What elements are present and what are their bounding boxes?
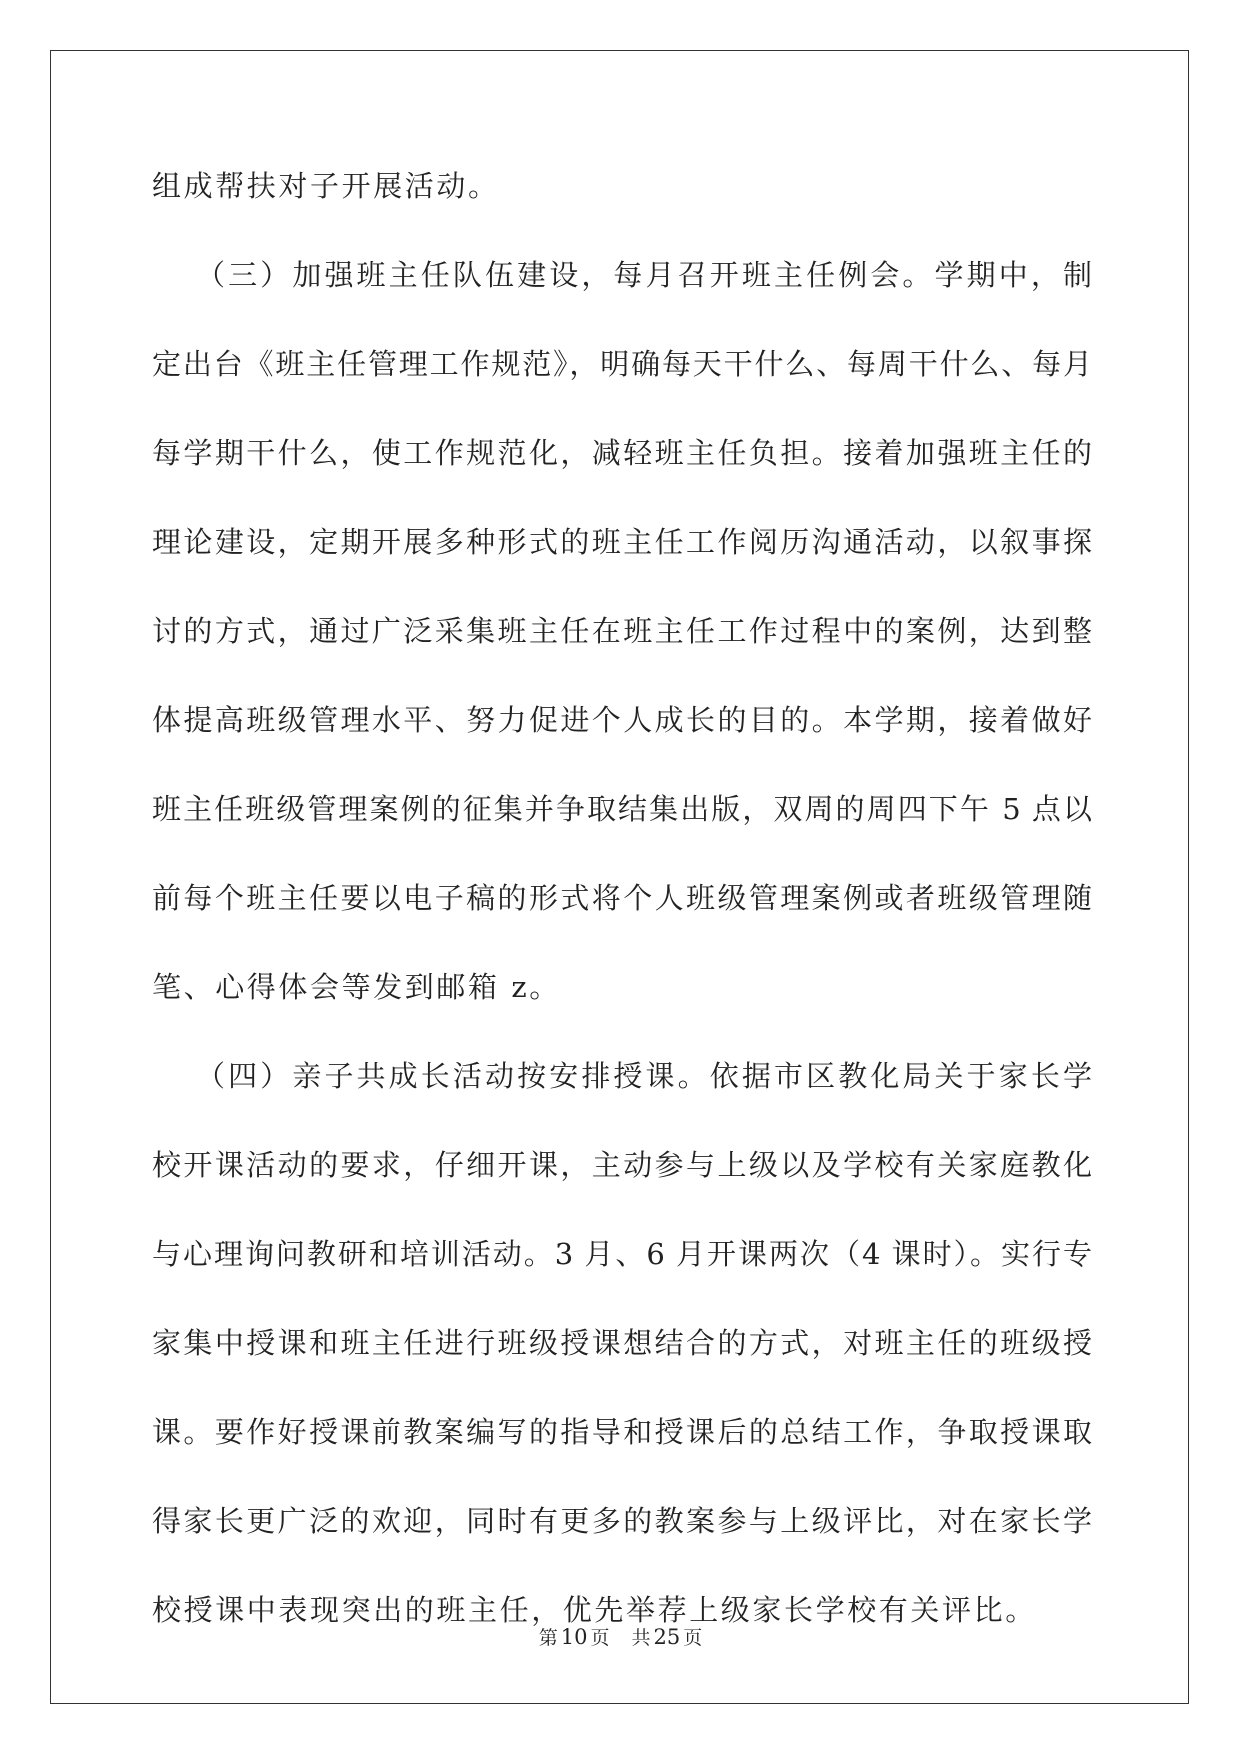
paragraph-line: 组成帮扶对子开展活动。: [152, 169, 500, 203]
paragraph-line: 课。要作好授课前教案编写的指导和授课后的总结工作，争取授课取: [152, 1415, 1092, 1449]
paragraph-line: 与心理询问教研和培训活动。3 月、6 月开课两次（4 课时）。实行专: [152, 1237, 1092, 1271]
total-prefix: 共: [631, 1627, 651, 1649]
paragraph-line: 前每个班主任要以电子稿的形式将个人班级管理案例或者班级管理随: [152, 881, 1092, 915]
paragraph-line: 每学期干什么，使工作规范化，减轻班主任负担。接着加强班主任的: [152, 436, 1092, 470]
paragraph-line: 体提高班级管理水平、努力促进个人成长的目的。本学期，接着做好: [152, 703, 1092, 737]
page-prefix: 第: [538, 1627, 558, 1649]
paragraph-line: 定出台《班主任管理工作规范》，明确每天干什么、每周干什么、每月: [152, 347, 1092, 381]
paragraph-line: （四）亲子共成长活动按安排授课。依据市区教化局关于家长学: [196, 1059, 1092, 1093]
paragraph-line: 讨的方式，通过广泛采集班主任在班主任工作过程中的案例，达到整: [152, 614, 1092, 648]
paragraph-line: 家集中授课和班主任进行班级授课想结合的方式，对班主任的班级授: [152, 1326, 1092, 1360]
paragraph-line: 理论建设，定期开展多种形式的班主任工作阅历沟通活动，以叙事探: [152, 525, 1092, 559]
total-suffix: 页: [683, 1627, 703, 1649]
page-border: [50, 50, 1189, 1704]
paragraph-line: 笔、心得体会等发到邮箱 z。: [152, 970, 561, 1004]
paragraph-line: （三）加强班主任队伍建设，每月召开班主任例会。学期中，制: [196, 258, 1092, 292]
paragraph-line: 校授课中表现突出的班主任，优先举荐上级家长学校有关评比。: [152, 1593, 1037, 1627]
page-footer: [0, 1624, 1241, 1651]
page-suffix: 页: [590, 1627, 610, 1649]
paragraph-line: 班主任班级管理案例的征集并争取结集出版，双周的周四下午 5 点以: [152, 792, 1092, 826]
total-pages: 25: [653, 1625, 681, 1649]
paragraph-line: 得家长更广泛的欢迎，同时有更多的教案参与上级评比，对在家长学: [152, 1504, 1092, 1538]
page-number: 10: [560, 1625, 588, 1649]
paragraph-line: 校开课活动的要求，仔细开课，主动参与上级以及学校有关家庭教化: [152, 1148, 1092, 1182]
